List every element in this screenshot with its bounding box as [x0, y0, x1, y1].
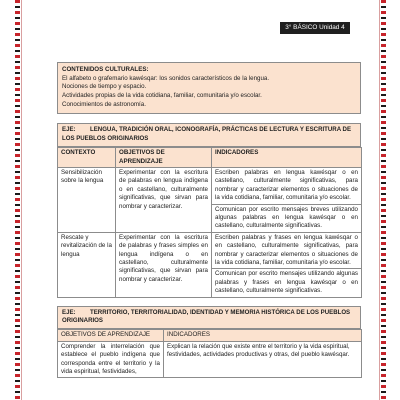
- indicador-cell: Escriben palabras y frases en lengua kawésqar o en castellano, culturalmente significativas, para nombrar y caracterizar elementos o situaciones de la vida cotidiana, familiar, comunitaria y/o escolar.: [212, 232, 362, 269]
- contenido-line: Actividades propias de la vida cotidiana, familiar, comunitaria y/o escolar.: [62, 91, 262, 99]
- table-row: [58, 232, 362, 269]
- decorative-thread-left: [21, 0, 22, 400]
- indicador-cell: Explican la relación que existe entre el territorio y la vida espiritual, festividades, actividades productivas y otras, del pueblo kawésqar.: [164, 341, 362, 378]
- decorative-border-left: [15, 0, 20, 400]
- eje-1-header: [57, 123, 361, 147]
- contenidos-culturales-box: [57, 62, 361, 114]
- table-header-row: [58, 148, 362, 168]
- header-indicadores: INDICADORES: [164, 330, 362, 341]
- header-objetivos: OBJETIVOS DE APRENDIZAJE: [58, 330, 164, 341]
- eje-2-header: [57, 306, 361, 330]
- eje-1-title: LENGUA, TRADICIÓN ORAL, ICONOGRAFÍA, PRÁCTICAS DE LECTURA Y ESCRITURA DE LOS PUEBLOS ORIGINARIOS: [62, 126, 352, 142]
- contenidos-title: CONTENIDOS CULTURALES:: [62, 66, 149, 73]
- header-indicadores: INDICADORES: [212, 148, 362, 168]
- indicador-cell: Escriben palabras en lengua kawésqar o en castellano, culturalmente significativas, para nombrar y caracterizar elementos o situaciones de la vida cotidiana, familiar, comunitaria y/o escolar.: [212, 167, 362, 204]
- eje-2-title: TERRITORIO, TERRITORIALIDAD, IDENTIDAD Y MEMORIA HISTÓRICA DE LOS PUEBLOS ORIGINARIOS: [62, 308, 351, 325]
- header-contexto: CONTEXTO: [58, 148, 116, 168]
- contenido-line: Conocimientos de astronomía.: [62, 100, 146, 108]
- objectives-table: [57, 147, 362, 298]
- unit-badge: 3° BÁSICO Unidad 4: [280, 22, 350, 34]
- table-header-row: [58, 330, 362, 341]
- contenido-line: Nociones de tiempo y espacio.: [62, 83, 147, 91]
- table-row: [58, 167, 362, 204]
- table-row: [58, 341, 362, 378]
- indicador-cell: Comunican por escrito mensajes utilizando algunas palabras y frases en lengua kawésqar o en castellano, culturalmente significativas.: [212, 269, 362, 297]
- contexto-cell: Rescate y revitalización de la lengua: [58, 232, 116, 297]
- contenido-line: El alfabeto o grafemario kawésqar: los sonidos característicos de la lengua.: [62, 74, 270, 82]
- objetivo-cell: Experimentar con la escritura de palabras y frases simples en lengua indígena o en castellano, culturalmente significativas, que sirvan para nombrar y caracterizar.: [116, 232, 212, 297]
- objetivo-cell: Experimentar con la escritura de palabras en lengua indígena o en castellano, culturalmente significativas, que sirvan para nombrar y caracterizar.: [116, 167, 212, 232]
- header-objetivos: OBJETIVOS DE APRENDIZAJE: [116, 148, 212, 168]
- territory-table: [57, 329, 362, 378]
- eje-2-label: EJE:: [62, 308, 76, 316]
- decorative-border-right: [381, 0, 386, 400]
- contexto-cell: Sensibilización sobre la lengua: [58, 167, 116, 232]
- indicador-cell: Comunican por escrito mensajes breves utilizando algunas palabras en lengua kawésqar o en castellano, culturalmente significativas.: [212, 204, 362, 232]
- document-page: [57, 62, 361, 378]
- eje-1-label: EJE:: [62, 126, 76, 134]
- objetivo-cell: Comprender la interrelación que establece el pueblo indígena que corresponda entre el territorio y la vida espiritual, festividades,: [58, 341, 164, 378]
- decorative-thread-right: [379, 0, 380, 400]
